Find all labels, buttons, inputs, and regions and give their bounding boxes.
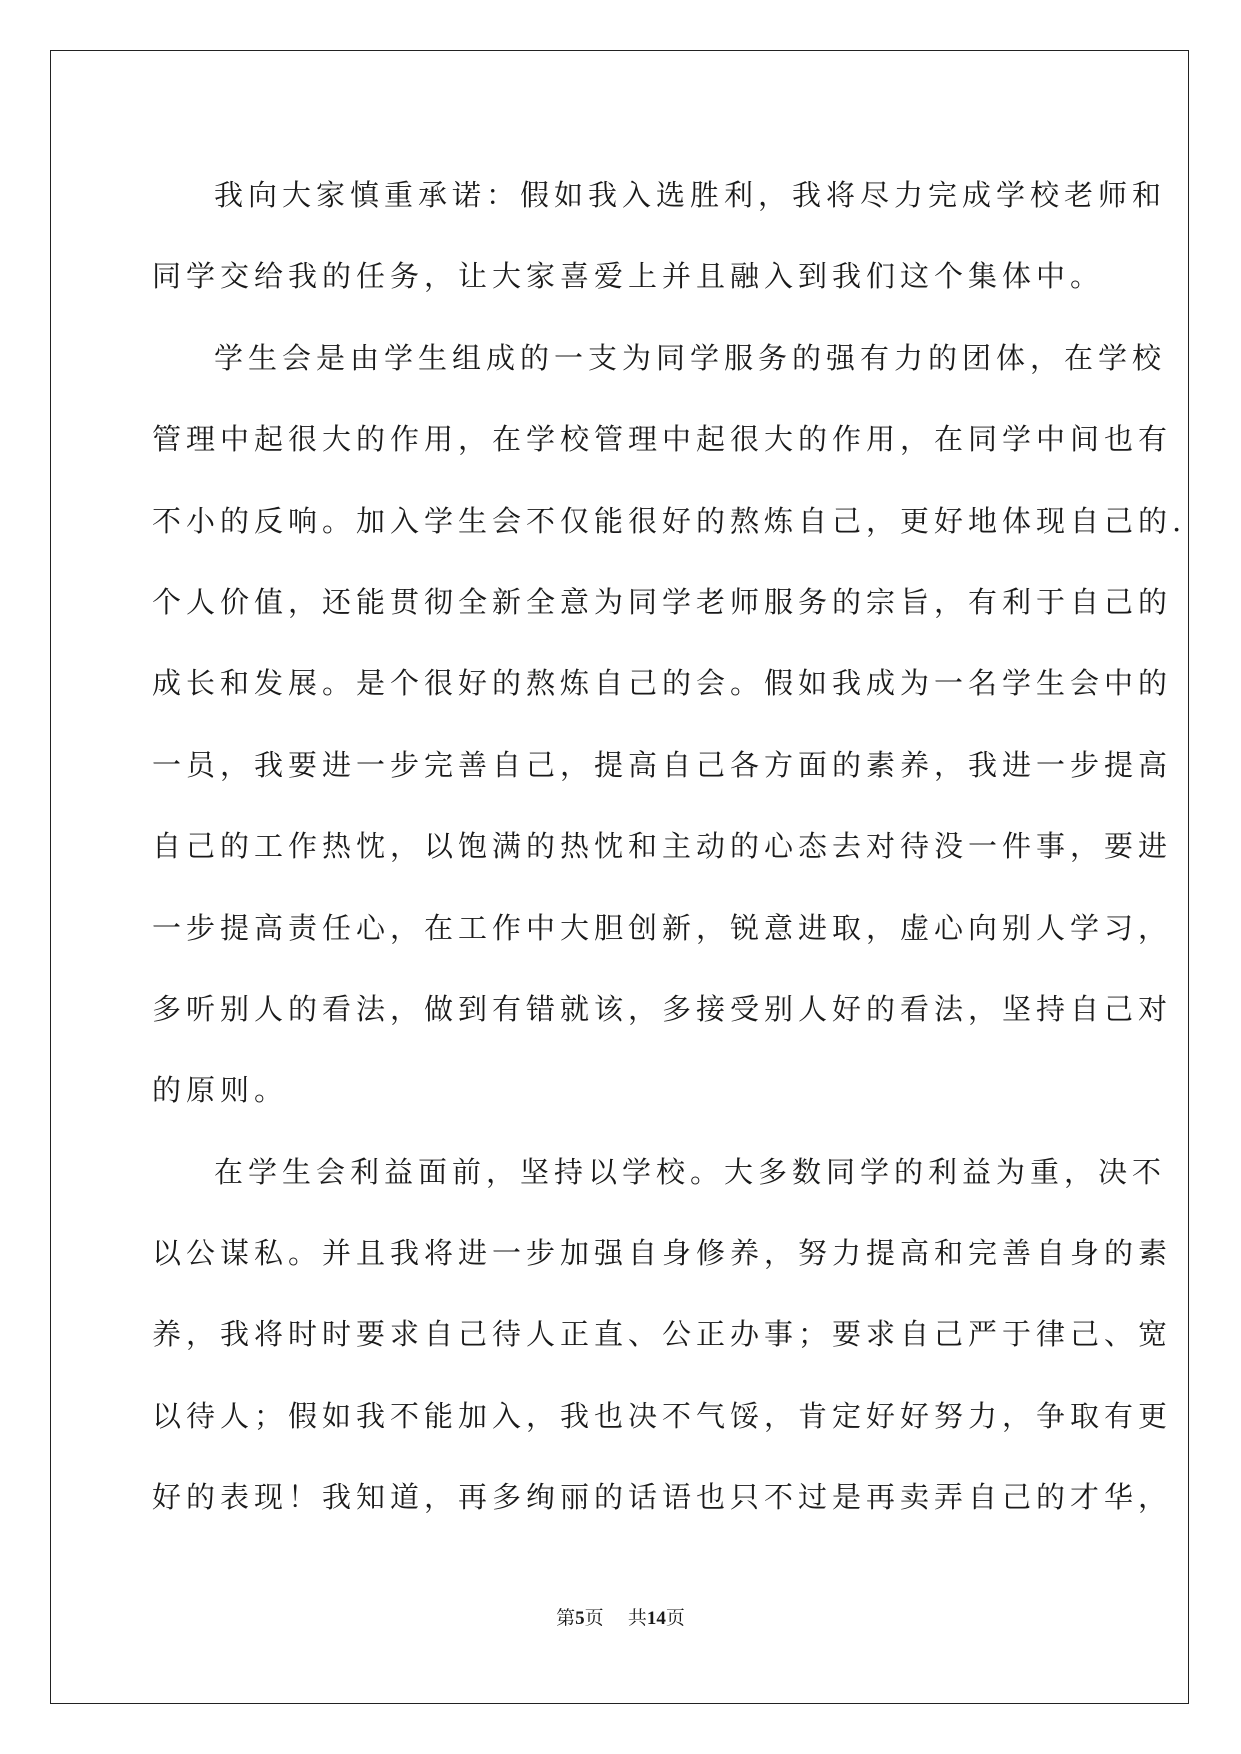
- text-line: 养，我将时时要求自己待人正直、公正办事；要求自己严于律己、宽: [152, 1317, 1173, 1352]
- page-suffix: 页: [584, 1607, 604, 1629]
- page-prefix: 第: [556, 1607, 576, 1629]
- text-line: 好的表现！我知道，再多绚丽的话语也只不过是再卖弄自己的才华，: [152, 1480, 1173, 1515]
- text-line: 学生会是由学生组成的一支为同学服务的强有力的团体，在学校: [214, 340, 1167, 375]
- total-pages: 14: [646, 1608, 666, 1629]
- page-footer: [0, 1603, 1241, 1630]
- text-line: 一员，我要进一步完善自己，提高自己各方面的素养，我进一步提高: [152, 747, 1173, 782]
- text-line: 多听别人的看法，做到有错就该，多接受别人好的看法，坚持自己对: [152, 991, 1173, 1026]
- text-line: 在学生会利益面前，坚持以学校。大多数同学的利益为重，决不: [214, 1154, 1167, 1189]
- text-line: 不小的反响。加入学生会不仅能很好的熬炼自己，更好地体现自己的.: [152, 503, 1187, 538]
- text-line: 自己的工作热忱，以饱满的热忱和主动的心态去对待没一件事，要进: [152, 829, 1173, 864]
- total-prefix: 共: [627, 1607, 647, 1629]
- text-line: 我向大家慎重承诺：假如我入选胜利，我将尽力完成学校老师和: [214, 178, 1167, 212]
- total-suffix: 页: [665, 1607, 685, 1629]
- total-pages-indicator: [628, 1607, 685, 1629]
- page-number: 5: [575, 1608, 585, 1629]
- text-line: 以待人；假如我不能加入，我也决不气馁，肯定好好努力，争取有更: [152, 1398, 1173, 1433]
- document-body: [152, 160, 1187, 1544]
- text-line: 个人价值，还能贯彻全新全意为同学老师服务的宗旨，有利于自己的: [152, 584, 1173, 619]
- text-line: 管理中起很大的作用，在学校管理中起很大的作用，在同学中间也有: [152, 422, 1173, 457]
- text-line: 同学交给我的任务，让大家喜爱上并且融入到我们这个集体中。: [152, 259, 1105, 294]
- text-line: 成长和发展。是个很好的熬炼自己的会。假如我成为一名学生会中的: [152, 666, 1173, 701]
- text-line: 以公谋私。并且我将进一步加强自身修养，努力提高和完善自身的素: [152, 1236, 1173, 1271]
- text-line: 一步提高责任心，在工作中大胆创新，锐意进取，虚心向别人学习，: [152, 910, 1173, 945]
- text-line: 的原则。: [152, 1073, 289, 1108]
- page-indicator: [556, 1607, 604, 1629]
